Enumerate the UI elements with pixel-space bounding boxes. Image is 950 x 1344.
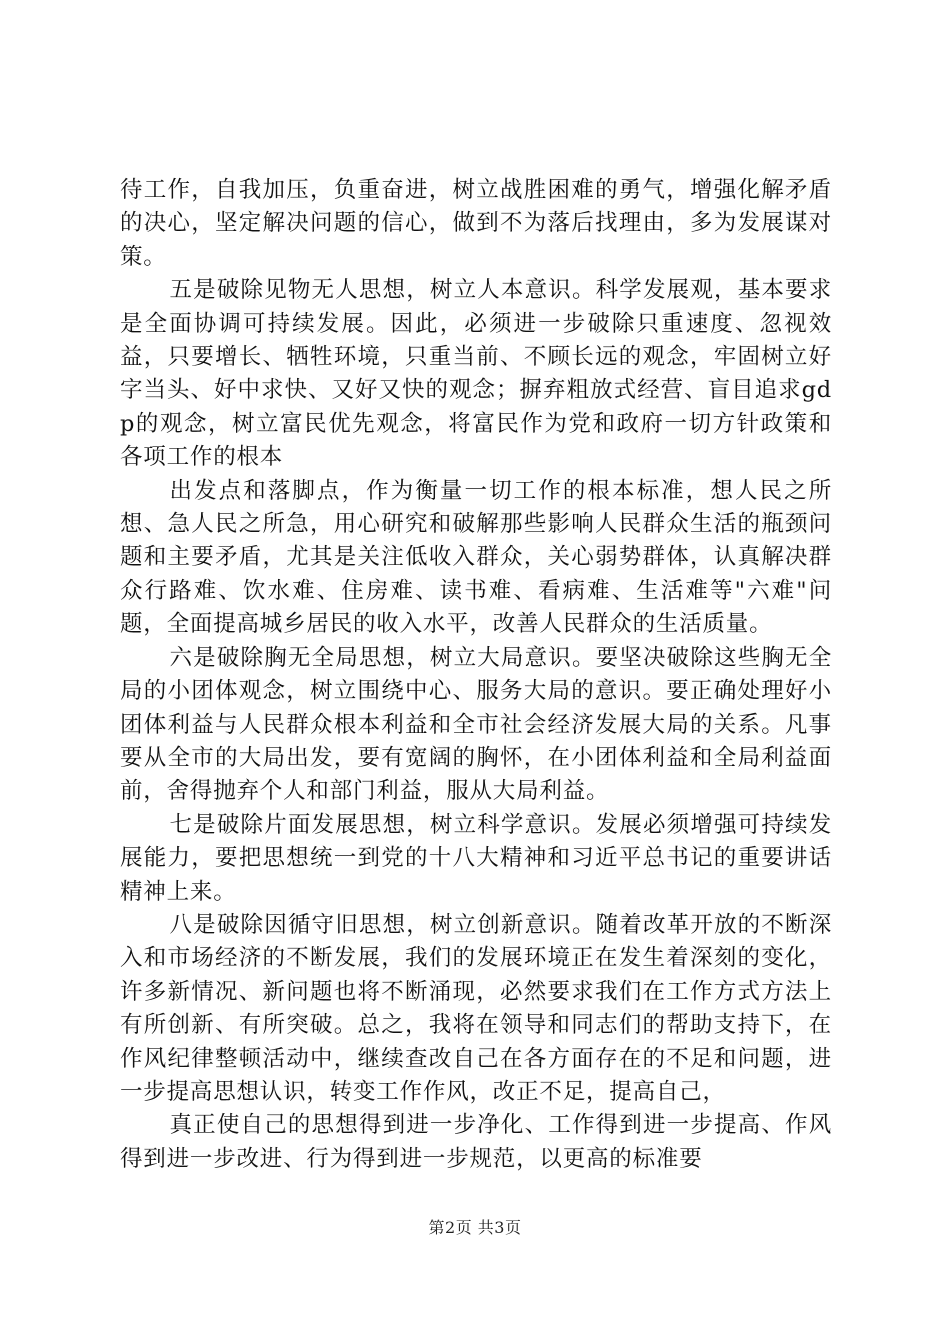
- paragraph-closing: 真正使自己的思想得到进一步净化、工作得到进一步提高、作风得到进一步改进、行为得到进一步规范，以更高的标准要: [120, 1112, 832, 1172]
- paragraph-point-six: 六是破除胸无全局思想，树立大局意识。要坚决破除这些胸无全局的小团体观念，树立围绕中心、服务大局的意识。要正确处理好小团体利益与人民群众根本利益和全市社会经济发展大局的关系。凡事要从全市的大局出发，要有宽阔的胸怀，在小团体利益和全局利益面前，舍得抛弃个人和部门利益，服从大局利益。: [120, 644, 832, 805]
- paragraph-continuation: 待工作，自我加压，负重奋进，树立战胜困难的勇气，增强化解矛盾的决心，坚定解决问题的信心，做到不为落后找理由，多为发展谋对策。: [120, 177, 832, 270]
- document-body: [120, 174, 832, 1176]
- paragraph-point-five: 五是破除见物无人思想，树立人本意识。科学发展观，基本要求是全面协调可持续发展。因此，必须进一步破除只重速度、忽视效益，只要增长、牺牲环境，只重当前、不顾长远的观念，牢固树立好字当头、好中求快、又好又快的观念；摒弃粗放式经营、盲目追求gdp的观念，树立富民优先观念，将富民作为党和政府一切方针政策和各项工作的根本: [120, 277, 832, 471]
- paragraph-point-five-continued: 出发点和落脚点，作为衡量一切工作的根本标准，想人民之所想、急人民之所急，用心研究和破解那些影响人民群众生活的瓶颈问题和主要矛盾，尤其是关注低收入群众，关心弱势群体，认真解决群众行路难、饮水难、住房难、读书难、看病难、生活难等"六难"问题，全面提高城乡居民的收入水平，改善人民群众的生活质量。: [120, 477, 832, 638]
- paragraph-point-eight: 八是破除因循守旧思想，树立创新意识。随着改革开放的不断深入和市场经济的不断发展，我们的发展环境正在发生着深刻的变化，许多新情况、新问题也将不断涌现，必然要求我们在工作方式方法上有所创新、有所突破。总之，我将在领导和同志们的帮助支持下，在作风纪律整顿活动中，继续查改自己在各方面存在的不足和问题，进一步提高思想认识，转变工作作风，改正不足，提高自己，: [120, 911, 832, 1105]
- paragraph-point-seven: 七是破除片面发展思想，树立科学意识。发展必须增强可持续发展能力，要把思想统一到党的十八大精神和习近平总书记的重要讲话精神上来。: [120, 811, 832, 905]
- page-number-footer: 第2页 共3页: [428, 1218, 522, 1237]
